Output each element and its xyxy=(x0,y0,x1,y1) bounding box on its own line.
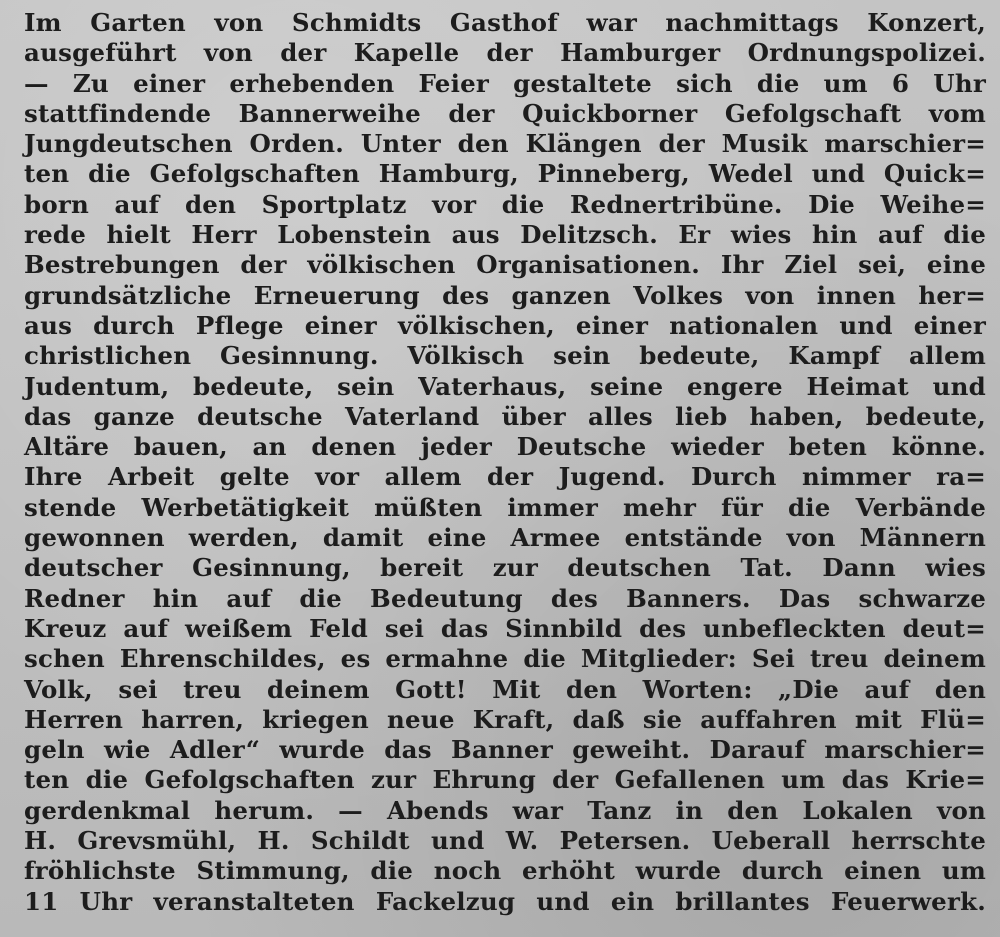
text-line-28: H. Grevsmühl, H. Schildt und W. Petersen. Ueberall herrschte xyxy=(24,826,986,856)
text-line-20: Redner hin auf die Bedeutung des Banners. Das schwarze xyxy=(24,583,986,613)
text-line-26: ten die Gefolgschaften zur Ehrung der Gefallenen um das Krie= xyxy=(24,765,986,795)
text-line-6: ten die Gefolgschaften Hamburg, Pinneberg, Wedel und Quick= xyxy=(24,159,986,189)
text-line-1: Im Garten von Schmidts Gasthof war nachmittags Konzert, xyxy=(24,8,986,37)
text-line-21: Kreuz auf weißem Feld sei das Sinnbild des unbefleckten deut= xyxy=(24,613,986,643)
text-line-17: stende Werbetätigkeit müßten immer mehr für die Verbände xyxy=(24,492,986,522)
text-line-24: Herren harren, kriegen neue Kraft, daß sie auffahren mit Flü= xyxy=(24,704,986,734)
text-line-8: rede hielt Herr Lobenstein aus Delitzsch. Er wies hin auf die xyxy=(24,220,986,250)
text-line-18: gewonnen werden, damit eine Armee entstände von Männern xyxy=(24,523,986,553)
text-line-25: geln wie Adler“ wurde das Banner geweiht. Darauf marschier= xyxy=(24,735,986,765)
text-line-4: stattfindende Bannerweihe der Quickborner Gefolgschaft vom xyxy=(24,98,986,128)
text-line-5: Jungdeutschen Orden. Unter den Klängen der Musik marschier= xyxy=(24,129,986,159)
text-line-27: gerdenkmal herum. — Abends war Tanz in den Lokalen von xyxy=(24,795,986,825)
text-line-9: Bestrebungen der völkischen Organisationen. Ihr Ziel sei, eine xyxy=(24,250,986,280)
text-line-23: Volk, sei treu deinem Gott! Mit den Worten: „Die auf den xyxy=(24,674,986,704)
text-line-12: christlichen Gesinnung. Völkisch sein bedeute, Kampf allem xyxy=(24,341,986,371)
text-line-13: Judentum, bedeute, sein Vaterhaus, seine engere Heimat und xyxy=(24,371,986,401)
text-line-3: — Zu einer erhebenden Feier gestaltete sich die um 6 Uhr xyxy=(24,68,986,98)
text-line-22: schen Ehrenschildes, es ermahne die Mitglieder: Sei treu deinem xyxy=(24,644,986,674)
article-text xyxy=(24,8,986,917)
text-line-15: Altäre bauen, an denen jeder Deutsche wieder beten könne. xyxy=(24,432,986,462)
text-line-16: Ihre Arbeit gelte vor allem der Jugend. Durch nimmer ra= xyxy=(24,462,986,492)
text-line-30: 11 Uhr veranstalteten Fackelzug und ein brillantes Feuerwerk. xyxy=(24,886,986,916)
text-line-14: das ganze deutsche Vaterland über alles lieb haben, bedeute, xyxy=(24,401,986,431)
text-line-19: deutscher Gesinnung, bereit zur deutschen Tat. Dann wies xyxy=(24,553,986,583)
text-line-10: grundsätzliche Erneuerung des ganzen Volkes von innen her= xyxy=(24,280,986,310)
text-line-2: ausgeführt von der Kapelle der Hamburger Ordnungspolizei. xyxy=(24,38,986,68)
text-line-7: born auf den Sportplatz vor die Rednertribüne. Die Weihe= xyxy=(24,189,986,219)
text-line-11: aus durch Pflege einer völkischen, einer nationalen und einer xyxy=(24,310,986,340)
text-line-29: fröhlichste Stimmung, die noch erhöht wurde durch einen um xyxy=(24,856,986,886)
